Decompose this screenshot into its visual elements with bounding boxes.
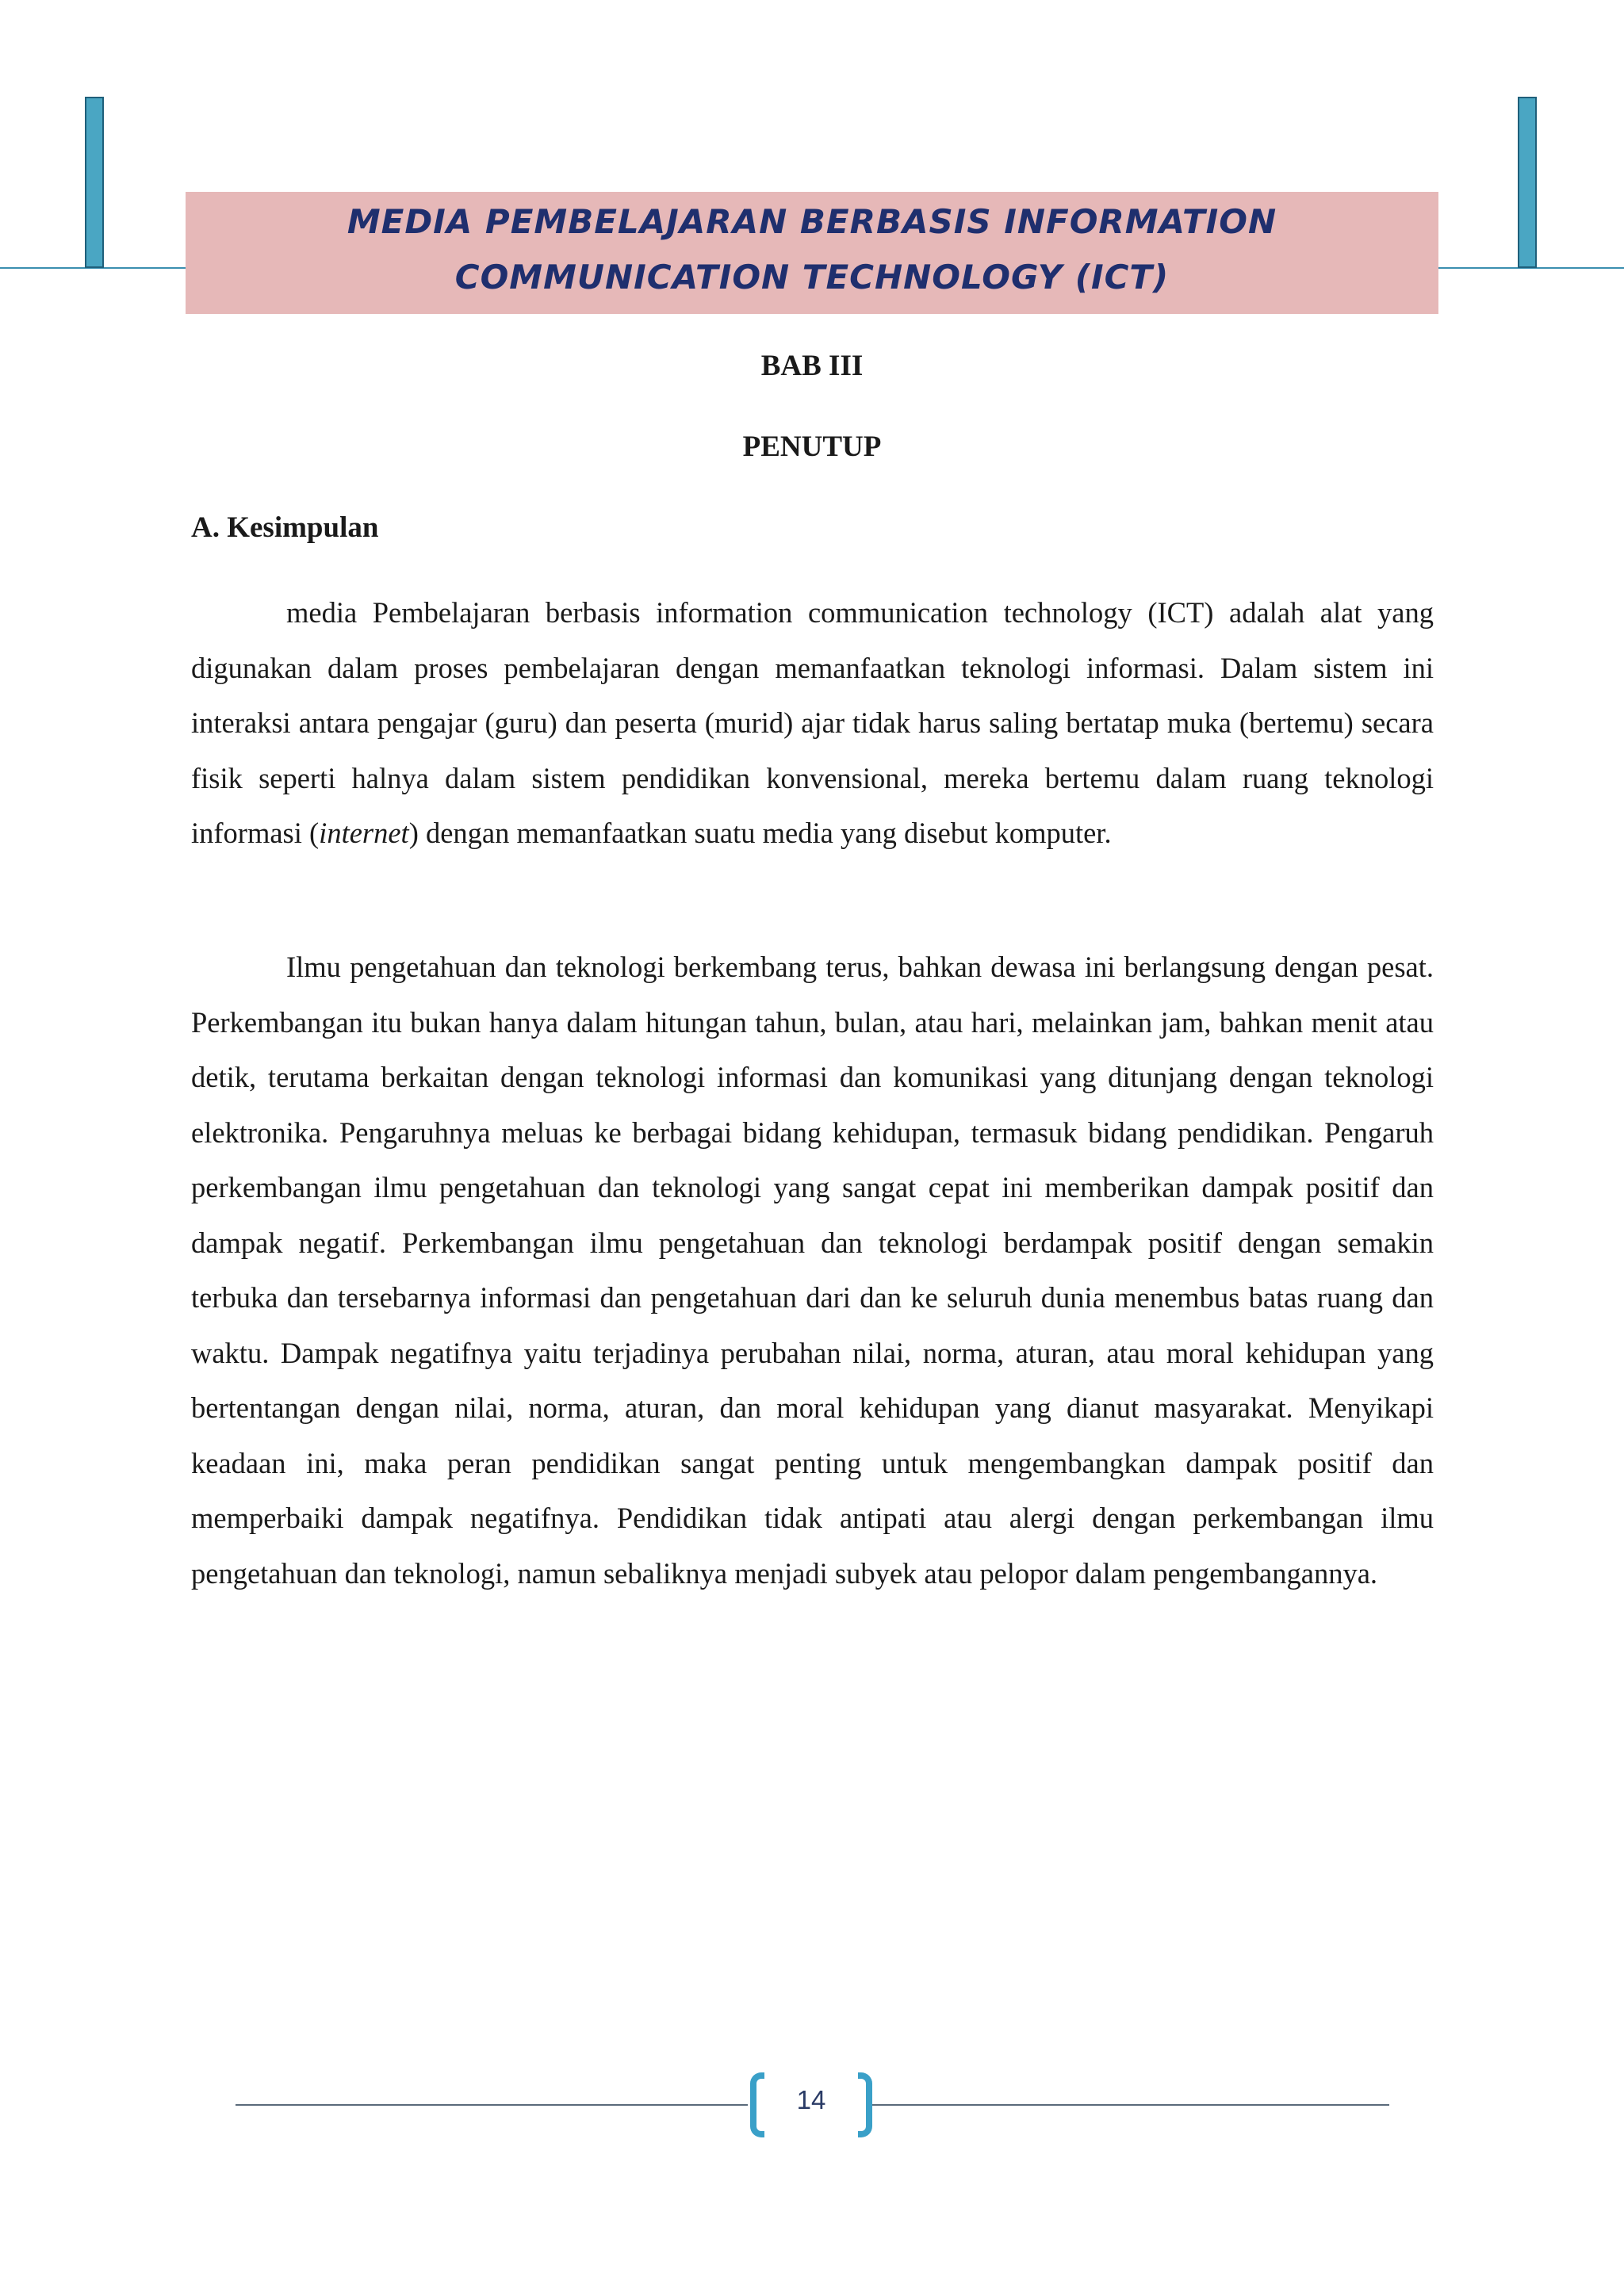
header-left-bar — [85, 97, 104, 268]
paragraph-1 — [191, 585, 1434, 861]
chapter-title: PENUTUP — [742, 430, 882, 463]
page-number-bracket-left — [750, 2072, 764, 2137]
header-right-bar — [1518, 97, 1537, 268]
chapter-number: BAB III — [760, 350, 864, 382]
section-heading: A. Kesimpulan — [191, 511, 379, 544]
paragraph-1-text-a: media Pembelajaran berbasis information communication technology (ICT) adalah alat yang digunakan dalam proses pembelajaran dengan memanfaatkan teknologi informasi. Dalam sistem ini interaksi antara pengajar (guru) dan peserta (murid) ajar tidak harus saling bertatap muka (bertemu) secara fisik seperti halnya dalam sistem pendidikan konvensional, mereka bertemu dalam ruang teknologi informasi ( — [191, 596, 1434, 849]
paragraph-2: Ilmu pengetahuan dan teknologi berkembang terus, bahkan dewasa ini berlangsung dengan pesat. Perkembangan itu bukan hanya dalam hitungan tahun, bulan, atau hari, melainkan jam, bahkan menit atau detik, terutama berkaitan dengan teknologi informasi dan komunikasi yang ditunjang dengan teknologi elektronika. Pengaruhnya meluas ke berbagai bidang kehidupan, termasuk bidang pendidikan. Pengaruh perkembangan ilmu pengetahuan dan teknologi yang sangat cepat ini memberikan dampak positif dan dampak negatif. Perkembangan ilmu pengetahuan dan teknologi berdampak positif dengan semakin terbuka dan tersebarnya informasi dan pengetahuan dari dan ke seluruh dunia menembus batas ruang dan waktu. Dampak negatifnya yaitu terjadinya perubahan nilai, norma, aturan, atau moral kehidupan yang bertentangan dengan nilai, norma, aturan, dan moral kehidupan yang dianut masyarakat. Menyikapi keadaan ini, maka peran pendidikan sangat penting untuk mengembangkan dampak positif dan memperbaiki dampak negatifnya. Pendidikan tidak antipati atau alergi dengan perkembangan ilmu pengetahuan dan teknologi, namun sebaliknya menjadi subyek atau pelopor dalam pengembangannya. — [191, 951, 1434, 1590]
paragraph-1-italic-term: internet — [319, 817, 409, 849]
footer-rule-left — [236, 2104, 748, 2106]
header-title-line1: MEDIA PEMBELAJARAN BERBASIS INFORMATION — [347, 202, 1277, 241]
running-header-title — [186, 192, 1438, 314]
page-number: 14 — [796, 2085, 826, 2114]
footer-rule-right — [872, 2104, 1389, 2106]
page-number-bracket-right — [858, 2072, 872, 2137]
paragraph-1-text-b: ) dengan memanfaatkan suatu media yang disebut komputer. — [408, 817, 1112, 849]
header-title-line2: COMMUNICATION TECHNOLOGY (ICT) — [454, 258, 1170, 297]
